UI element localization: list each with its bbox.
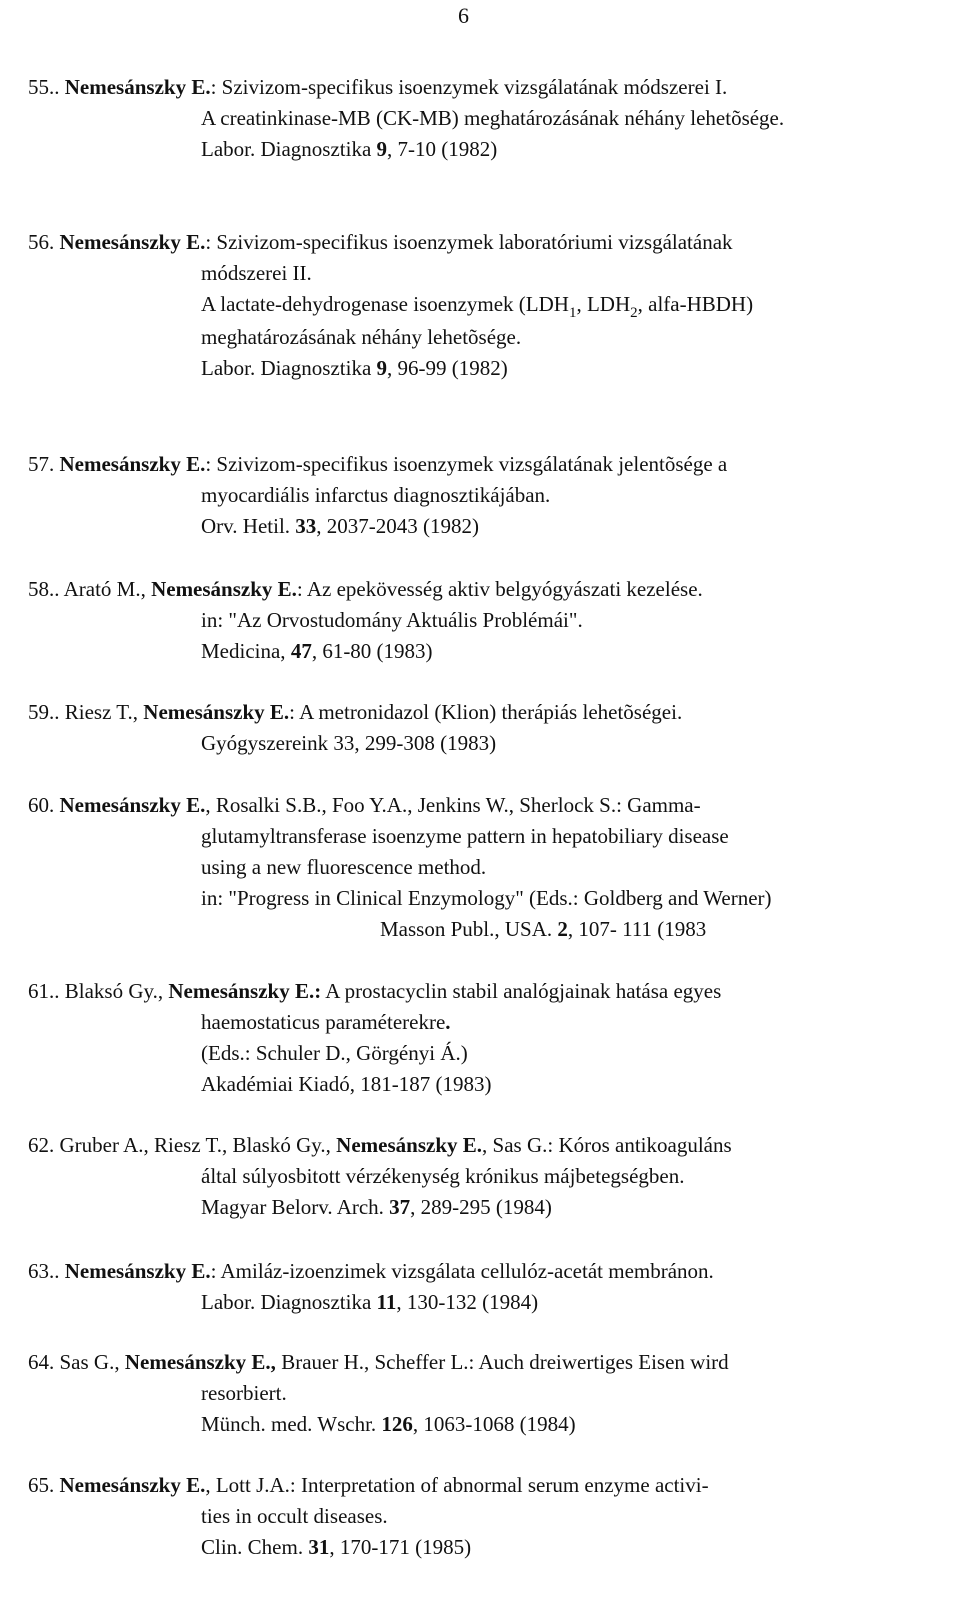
- reference-continuation-line: [28, 1409, 938, 1440]
- reference-text: A prostacyclin stabil analógjainak hatása egyes: [321, 979, 722, 1003]
- reference-continuation-line: [28, 1378, 938, 1409]
- reference-text: : A metronidazol (Klion) therápiás lehetõségei.: [289, 700, 683, 724]
- author-or-volume-bold: 37: [389, 1195, 411, 1219]
- author-or-volume-bold: 9: [376, 137, 388, 161]
- reference-continuation-line: [28, 103, 938, 134]
- reference-text: módszerei II.: [201, 261, 312, 285]
- reference-text: , 7-10 (1982): [387, 137, 498, 161]
- reference-entry: [28, 449, 938, 542]
- reference-continuation-line: [28, 914, 938, 945]
- reference-continuation-line: [28, 1007, 938, 1038]
- reference-text: 63..: [28, 1259, 65, 1283]
- reference-text: , 107- 111 (1983: [567, 917, 707, 941]
- reference-first-line: [28, 574, 938, 605]
- reference-continuation-line: [28, 1532, 938, 1563]
- reference-text: , 61-80 (1983): [311, 639, 433, 663]
- author-or-volume-bold: 33: [295, 514, 317, 538]
- author-or-volume-bold: Nemesánszky E.: [59, 793, 206, 817]
- reference-continuation-line: [28, 134, 938, 165]
- reference-continuation-line: [28, 289, 753, 320]
- reference-continuation-line: [28, 1192, 938, 1223]
- reference-first-line: [28, 1347, 938, 1378]
- reference-text: Magyar Belorv. Arch.: [201, 1195, 390, 1219]
- author-or-volume-bold: Nemesánszky E.:: [168, 979, 322, 1003]
- reference-text: , 1063-1068 (1984): [412, 1412, 576, 1436]
- reference-continuation-line: [28, 852, 938, 883]
- author-or-volume-bold: Nemesánszky E.: [151, 577, 297, 601]
- author-or-volume-bold: Nemesánszky E.: [143, 700, 290, 724]
- reference-text: , LDH: [576, 292, 631, 316]
- reference-text: 56.: [28, 230, 60, 254]
- reference-entry: [28, 574, 938, 667]
- reference-continuation-line: [28, 1501, 938, 1532]
- reference-text: 65.: [28, 1473, 60, 1497]
- author-or-volume-bold: 47: [290, 639, 312, 663]
- reference-text: , 289-295 (1984): [410, 1195, 552, 1219]
- reference-text: : Szivizom-specifikus isoenzymek vizsgálatának jelentõsége a: [205, 452, 728, 476]
- reference-entry: [28, 790, 938, 945]
- reference-text: Münch. med. Wschr.: [201, 1412, 382, 1436]
- reference-continuation-line: [28, 353, 508, 384]
- reference-first-line: [28, 227, 733, 258]
- reference-continuation-line: [28, 258, 312, 289]
- author-or-volume-bold: 2: [557, 917, 568, 941]
- reference-text: A lactate-dehydrogenase isoenzymek (LDH: [201, 292, 569, 316]
- reference-text: haemostaticus paraméterekre: [201, 1010, 446, 1034]
- author-or-volume-bold: Nemesánszky E.: [59, 1473, 206, 1497]
- reference-text: , alfa-HBDH): [637, 292, 754, 316]
- reference-continuation-line: [28, 1161, 938, 1192]
- reference-continuation-line: [28, 511, 938, 542]
- reference-continuation-line: [28, 821, 938, 852]
- reference-continuation-line: [28, 1069, 938, 1100]
- reference-text: 64. Sas G.,: [28, 1350, 125, 1374]
- reference-text: using a new fluorescence method.: [201, 855, 487, 879]
- reference-text: myocardiális infarctus diagnosztikájában.: [201, 483, 551, 507]
- reference-text: 62. Gruber A., Riesz T., Blaskó Gy.,: [28, 1133, 337, 1157]
- reference-text: (Eds.: Schuler D., Görgényi Á.): [201, 1041, 468, 1065]
- reference-first-line: [28, 72, 938, 103]
- reference-text: Clin. Chem.: [201, 1535, 309, 1559]
- author-or-volume-bold: 126: [381, 1412, 413, 1436]
- reference-text: Gyógyszereink 33, 299-308 (1983): [201, 731, 497, 755]
- reference-text: , Sas G.: Kóros antikoaguláns: [482, 1133, 732, 1157]
- reference-text: resorbiert.: [201, 1381, 287, 1405]
- reference-text: , 130-132 (1984): [396, 1290, 539, 1314]
- reference-entry: [28, 1256, 938, 1318]
- reference-text: A creatinkinase-MB (CK-MB) meghatározásának néhány lehetõsége.: [201, 106, 785, 130]
- reference-text: : Szivizom-specifikus isoenzymek laboratóriumi vizsgálatának: [205, 230, 733, 254]
- reference-entry: [28, 1470, 938, 1563]
- reference-text: 55..: [28, 75, 65, 99]
- reference-text: 61.. Blaksó Gy.,: [28, 979, 169, 1003]
- reference-text: 60.: [28, 793, 60, 817]
- reference-text: 57.: [28, 452, 60, 476]
- reference-text: Medicina,: [201, 639, 291, 663]
- reference-continuation-line: [28, 1038, 938, 1069]
- reference-text: glutamyltransferase isoenzyme pattern in hepatobiliary disease: [201, 824, 729, 848]
- reference-text: , Rosalki S.B., Foo Y.A., Jenkins W., Sherlock S.: Gamma-: [205, 793, 701, 817]
- author-or-volume-bold: Nemesánszky E.,: [124, 1350, 276, 1374]
- reference-text: által súlyosbitott vérzékenység krónikus májbetegségben.: [201, 1164, 685, 1188]
- reference-text: , Lott J.A.: Interpretation of abnormal serum enzyme activi-: [205, 1473, 709, 1497]
- reference-text: Labor. Diagnosztika: [201, 1290, 377, 1314]
- reference-first-line: [28, 1130, 938, 1161]
- reference-text: , 170-171 (1985): [329, 1535, 472, 1559]
- reference-entry: [28, 976, 938, 1100]
- reference-text: in: "Az Orvostudomány Aktuális Problémái".: [201, 608, 583, 632]
- reference-first-line: [28, 1470, 938, 1501]
- reference-text: : Az epekövesség aktiv belgyógyászati kezelése.: [296, 577, 703, 601]
- reference-continuation-line: [28, 322, 521, 353]
- reference-continuation-line: [28, 480, 938, 511]
- reference-text: ties in occult diseases.: [201, 1504, 388, 1528]
- reference-text: Masson Publ., USA.: [380, 917, 558, 941]
- author-or-volume-bold: 9: [376, 356, 388, 380]
- reference-first-line: [28, 976, 938, 1007]
- reference-text: meghatározásának néhány lehetõsége.: [201, 325, 522, 349]
- author-or-volume-bold: Nemesánszky E.: [64, 75, 211, 99]
- reference-continuation-line: [28, 1287, 938, 1318]
- reference-entry: [28, 72, 938, 165]
- author-or-volume-bold: .: [445, 1010, 451, 1034]
- reference-text: 59.. Riesz T.,: [28, 700, 144, 724]
- reference-continuation-line: [28, 728, 938, 759]
- reference-first-line: [28, 697, 938, 728]
- reference-first-line: [28, 449, 938, 480]
- reference-text: : Amiláz-izoenzimek vizsgálata cellulóz-acetát membránon.: [210, 1259, 714, 1283]
- author-or-volume-bold: Nemesánszky E.: [59, 452, 206, 476]
- reference-entry: [28, 1347, 938, 1440]
- reference-text: in: "Progress in Clinical Enzymology" (Eds.: Goldberg and Werner): [201, 886, 772, 910]
- author-or-volume-bold: Nemesánszky E.: [336, 1133, 483, 1157]
- reference-entry: [28, 697, 938, 759]
- subscript-text: 1: [568, 305, 577, 321]
- author-or-volume-bold: Nemesánszky E.: [59, 230, 206, 254]
- reference-continuation-line: [28, 605, 938, 636]
- author-or-volume-bold: Nemesánszky E.: [64, 1259, 211, 1283]
- reference-text: : Szivizom-specifikus isoenzymek vizsgálatának módszerei I.: [210, 75, 728, 99]
- reference-text: Orv. Hetil.: [201, 514, 296, 538]
- reference-text: , 2037-2043 (1982): [316, 514, 480, 538]
- reference-text: Labor. Diagnosztika: [201, 137, 377, 161]
- reference-first-line: [28, 1256, 938, 1287]
- author-or-volume-bold: 11: [376, 1290, 397, 1314]
- author-or-volume-bold: 31: [308, 1535, 330, 1559]
- page-number: 6: [458, 3, 469, 28]
- reference-first-line: [28, 790, 938, 821]
- subscript-text: 2: [630, 305, 638, 321]
- reference-entry: [28, 1130, 938, 1223]
- reference-text: Akadémiai Kiadó, 181-187 (1983): [201, 1072, 492, 1096]
- reference-text: Labor. Diagnosztika: [201, 356, 377, 380]
- reference-text: Brauer H., Scheffer L.: Auch dreiwertiges Eisen wird: [275, 1350, 729, 1374]
- reference-text: , 96-99 (1982): [387, 356, 508, 380]
- reference-text: 58.. Arató M.,: [28, 577, 152, 601]
- reference-continuation-line: [28, 883, 938, 914]
- reference-continuation-line: [28, 636, 938, 667]
